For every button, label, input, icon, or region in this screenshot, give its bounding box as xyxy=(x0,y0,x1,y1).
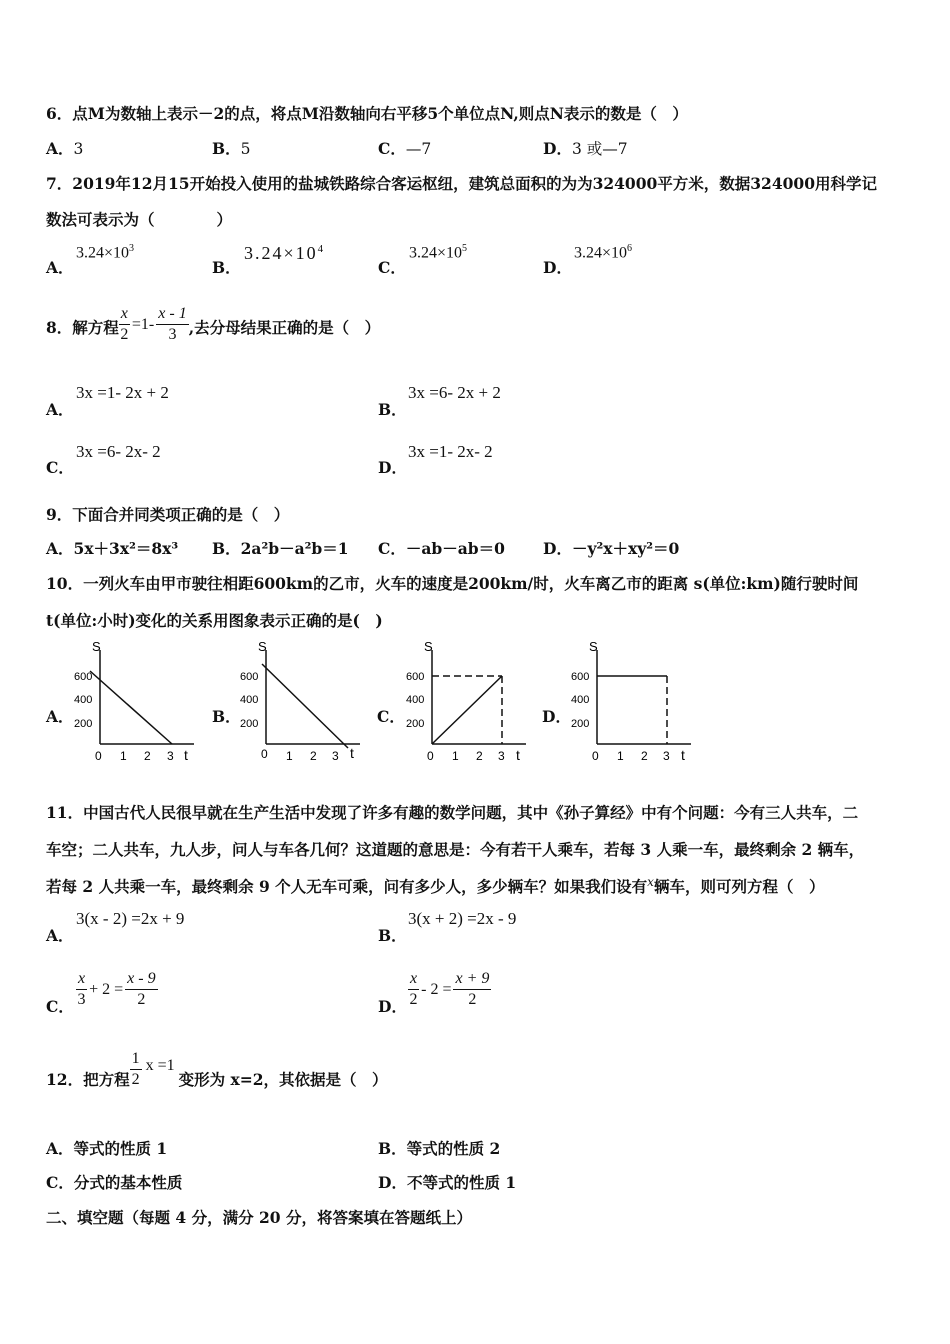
q9-option-c: C．－ab－ab＝0 xyxy=(378,539,505,558)
graph-d-tick-600: 600 xyxy=(571,671,590,683)
graph-b-tick-200: 200 xyxy=(240,718,259,730)
q8-option-c-value: 3x =6- 2x- 2 xyxy=(76,442,161,461)
q11-option-b-label: B． xyxy=(378,926,407,945)
graph-a-tick-3: 3 xyxy=(167,749,174,763)
q10-option-a-label: A． xyxy=(46,707,74,726)
q9-option-d: D．－y²x＋xy²＝0 xyxy=(543,539,680,558)
q12-stem: 12．把方程 $\frac{1}{2}$ x =1 变形为 x=2，其依据是（ ） xyxy=(46,1050,388,1089)
q6-option-c: C．—7 xyxy=(378,139,432,158)
q8-frac1: $\frac{x}{2}$ xyxy=(120,305,129,343)
graph-b-tick-0: 0 xyxy=(261,747,268,761)
q7-option-b-value: $3.24\times 10^4$ xyxy=(244,243,326,263)
graph-a-tick-200: 200 xyxy=(74,718,93,730)
q7-option-a-value: $3.24\times 10^3$ xyxy=(76,243,135,262)
q7-option-c-value: $3.24\times 10^5$ xyxy=(409,243,468,262)
q7-line2: 数法可表示为（ ） xyxy=(46,210,233,229)
graph-d-tick-400: 400 xyxy=(571,694,590,706)
graph-c-tick-200: 200 xyxy=(406,718,425,730)
q11-option-d-label: D． xyxy=(378,997,407,1016)
q8-frac2: $\frac{x - 1}{3}$ xyxy=(158,305,187,343)
graph-d-tick-200: 200 xyxy=(571,718,590,730)
section2-title: 二、填空题（每题 4 分，满分 20 分，将答案填在答题纸上） xyxy=(46,1208,472,1227)
q12-option-d: D．不等式的性质 1 xyxy=(378,1173,517,1192)
q7-option-d-value: $3.24\times 10^6$ xyxy=(574,243,633,262)
q6-option-b: B．5 xyxy=(212,139,251,158)
q9-text: 9．下面合并同类项正确的是（ ） xyxy=(46,505,290,524)
q8-option-a-value: 3x =1- 2x + 2 xyxy=(76,383,169,402)
q8-option-a-label: A． xyxy=(46,400,74,419)
graph-c-tick-0: 0 xyxy=(427,749,434,763)
q7-option-b-label: B． xyxy=(212,258,241,277)
q7-option-d-label: D． xyxy=(543,258,572,277)
graph-a-tick-0: 0 xyxy=(95,749,102,763)
graph-d-tick-1: 1 xyxy=(617,749,624,763)
graph-b-tick-1: 1 xyxy=(286,749,293,763)
q10-line1: 10．一列火车由甲市驶往相距600km的乙市，火车的速度是200km/时，火车离乙市的距离 s(单位:km)随行驶时间 xyxy=(46,574,859,593)
graph-a-x-label: t xyxy=(184,747,188,763)
graph-b-tick-400: 400 xyxy=(240,694,259,706)
q8-option-b-value: 3x =6- 2x + 2 xyxy=(408,383,501,402)
q10-option-c-label: C． xyxy=(377,707,405,726)
q7-option-a-label: A． xyxy=(46,258,74,277)
graph-d-y-label: S xyxy=(589,639,598,654)
q10-option-d-label: D． xyxy=(542,707,571,726)
graph-a-tick-1: 1 xyxy=(120,749,127,763)
q10-graph-b xyxy=(236,636,366,770)
graph-b-x-label: t xyxy=(350,745,354,761)
graph-b-y-label: S xyxy=(258,639,267,654)
graph-a-y-label: S xyxy=(92,639,101,654)
q12-option-b: B．等式的性质 2 xyxy=(378,1139,501,1158)
graph-c-tick-1: 1 xyxy=(452,749,459,763)
q9-option-a: A．5x＋3x²＝8x³ xyxy=(46,539,179,558)
q8-option-d-value: 3x =1- 2x- 2 xyxy=(408,442,493,461)
graph-b-tick-600: 600 xyxy=(240,671,259,683)
graph-c-tick-600: 600 xyxy=(406,671,425,683)
q8-option-b-label: B． xyxy=(378,400,407,419)
graph-c-x-label: t xyxy=(516,747,520,763)
q10-graph-c xyxy=(402,636,532,770)
q11-option-a-label: A． xyxy=(46,926,74,945)
q10-graph-a xyxy=(70,636,200,770)
q11-option-b-value: 3(x + 2) =2x - 9 xyxy=(408,909,517,928)
q11-line2: 车空；二人共车，九人步，问人与车各几何？这道题的意思是：今有若干人乘车，若每 3 人乘一车，最终剩余 2 辆车， xyxy=(46,840,865,859)
q12-option-a: A．等式的性质 1 xyxy=(46,1139,168,1158)
q10-graph-d xyxy=(567,636,697,770)
q8-option-c-label: C． xyxy=(46,458,74,477)
graph-d-tick-3: 3 xyxy=(663,749,670,763)
q10-option-b-label: B． xyxy=(212,707,241,726)
graph-d-tick-2: 2 xyxy=(641,749,648,763)
q6-option-a: A．3 xyxy=(46,139,84,158)
graph-c-tick-2: 2 xyxy=(476,749,483,763)
graph-a-tick-2: 2 xyxy=(144,749,151,763)
q11-line3: 若每 2 人共乘一车，最终剩余 9 个人无车可乘，问有多少人，多少辆车？如果我们设有$^x$辆车，则可列方程（ ） xyxy=(46,875,825,897)
q10-line2: t(单位:小时)变化的关系用图象表示正确的是( ) xyxy=(46,611,383,630)
q11-option-d-value: $\frac{x}{2}$ - 2 = $\frac{x + 9}{2}$ xyxy=(409,970,490,1008)
graph-c-y-label: S xyxy=(424,639,433,654)
graph-d-tick-0: 0 xyxy=(592,749,599,763)
q11-line1: 11．中国古代人民很早就在生产生活中发现了许多有趣的数学问题，其中《孙子算经》中有个问题：今有三人共车，二 xyxy=(46,803,859,822)
q6-text: 6．点M为数轴上表示－2的点，将点M沿数轴向右平移5个单位点N,则点N表示的数是（ ） xyxy=(46,104,688,123)
q11-option-c-value: $\frac{x}{3}$ + 2 = $\frac{x - 9}{2}$ xyxy=(77,970,156,1008)
graph-c-tick-3: 3 xyxy=(498,749,505,763)
graph-b-tick-3: 3 xyxy=(332,749,339,763)
q12-option-c: C．分式的基本性质 xyxy=(46,1173,183,1192)
graph-a-tick-400: 400 xyxy=(74,694,93,706)
q6-option-d: D．3 或—7 xyxy=(543,139,628,158)
q9-option-b: B．2a²b－a²b＝1 xyxy=(212,539,349,558)
q8-option-d-label: D． xyxy=(378,458,407,477)
graph-b-tick-2: 2 xyxy=(310,749,317,763)
graph-d-x-label: t xyxy=(681,747,685,763)
graph-a-tick-600: 600 xyxy=(74,671,93,683)
q7-line1: 7．2019年12月15开始投入使用的盐城铁路综合客运枢纽，建筑总面积的为为324000平方米，数据324000用科学记 xyxy=(46,174,877,193)
graph-c-tick-400: 400 xyxy=(406,694,425,706)
q7-option-c-label: C． xyxy=(378,258,406,277)
q11-option-a-value: 3(x - 2) =2x + 9 xyxy=(76,909,185,928)
q8-stem: 8．解方程 $\frac{x}{2}$ =1- $\frac{x - 1}{3}$ ,去分母结果正确的是（ ） xyxy=(46,305,381,343)
q11-option-c-label: C． xyxy=(46,997,74,1016)
